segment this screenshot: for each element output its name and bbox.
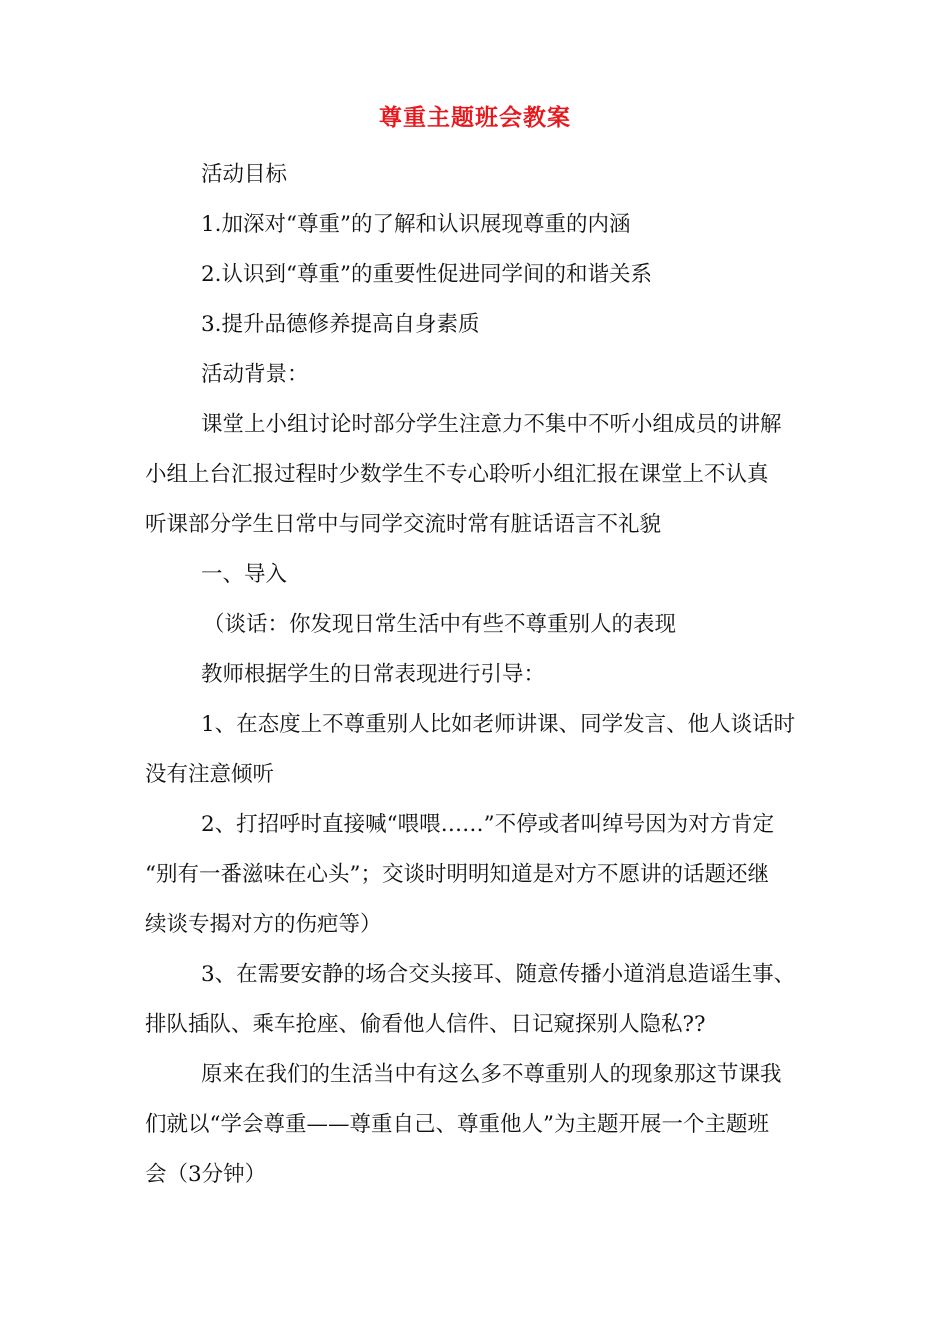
document-title: 尊重主题班会教案 xyxy=(379,104,571,131)
list-item-line: 3、在需要安静的场合交头接耳、随意传播小道消息造谣生事、 xyxy=(201,962,796,987)
heading-activity-background: 活动背景： xyxy=(201,362,309,387)
list-item-line: 2、打招呼时直接喊“喂喂……”不停或者叫绰号因为对方肯定 xyxy=(201,812,775,837)
paragraph-line: 听课部分学生日常中与同学交流时常有脏话语言不礼貌 xyxy=(145,512,662,537)
paragraph-line: 教师根据学生的日常表现进行引导： xyxy=(201,662,546,687)
paragraph-line: 原来在我们的生活当中有这么多不尊重别人的现象那这节课我 xyxy=(201,1062,782,1087)
goal-item: 1.加深对“尊重”的了解和认识展现尊重的内涵 xyxy=(201,212,631,237)
document-body xyxy=(145,150,825,1200)
paragraph-line: 们就以“学会尊重——尊重自己、尊重他人”为主题开展一个主题班 xyxy=(145,1112,769,1137)
list-item-line: 没有注意倾听 xyxy=(145,762,275,787)
list-item-line: 1、在态度上不尊重别人比如老师讲课、同学发言、他人谈话时 xyxy=(201,712,796,737)
paragraph-line: （谈话：你发现日常生活中有些不尊重别人的表现 xyxy=(203,612,677,637)
section-heading-intro: 一、导入 xyxy=(201,562,288,587)
goal-item: 3.提升品德修养提高自身素质 xyxy=(201,312,480,337)
heading-activity-goals: 活动目标 xyxy=(201,162,288,187)
list-item-line: “别有一番滋味在心头”；交谈时明明知道是对方不愿讲的话题还继 xyxy=(145,862,769,887)
paragraph-line: 小组上台汇报过程时少数学生不专心聆听小组汇报在课堂上不认真 xyxy=(145,462,769,487)
paragraph-line: 会（3分钟） xyxy=(145,1162,267,1187)
paragraph-line: 课堂上小组讨论时部分学生注意力不集中不听小组成员的讲解 xyxy=(201,412,782,437)
list-item-line: 排队插队、乘车抢座、偷看他人信件、日记窥探别人隐私?? xyxy=(145,1012,706,1037)
goal-item: 2.认识到“尊重”的重要性促进同学间的和谐关系 xyxy=(201,262,652,287)
list-item-line: 续谈专揭对方的伤疤等） xyxy=(145,912,382,937)
